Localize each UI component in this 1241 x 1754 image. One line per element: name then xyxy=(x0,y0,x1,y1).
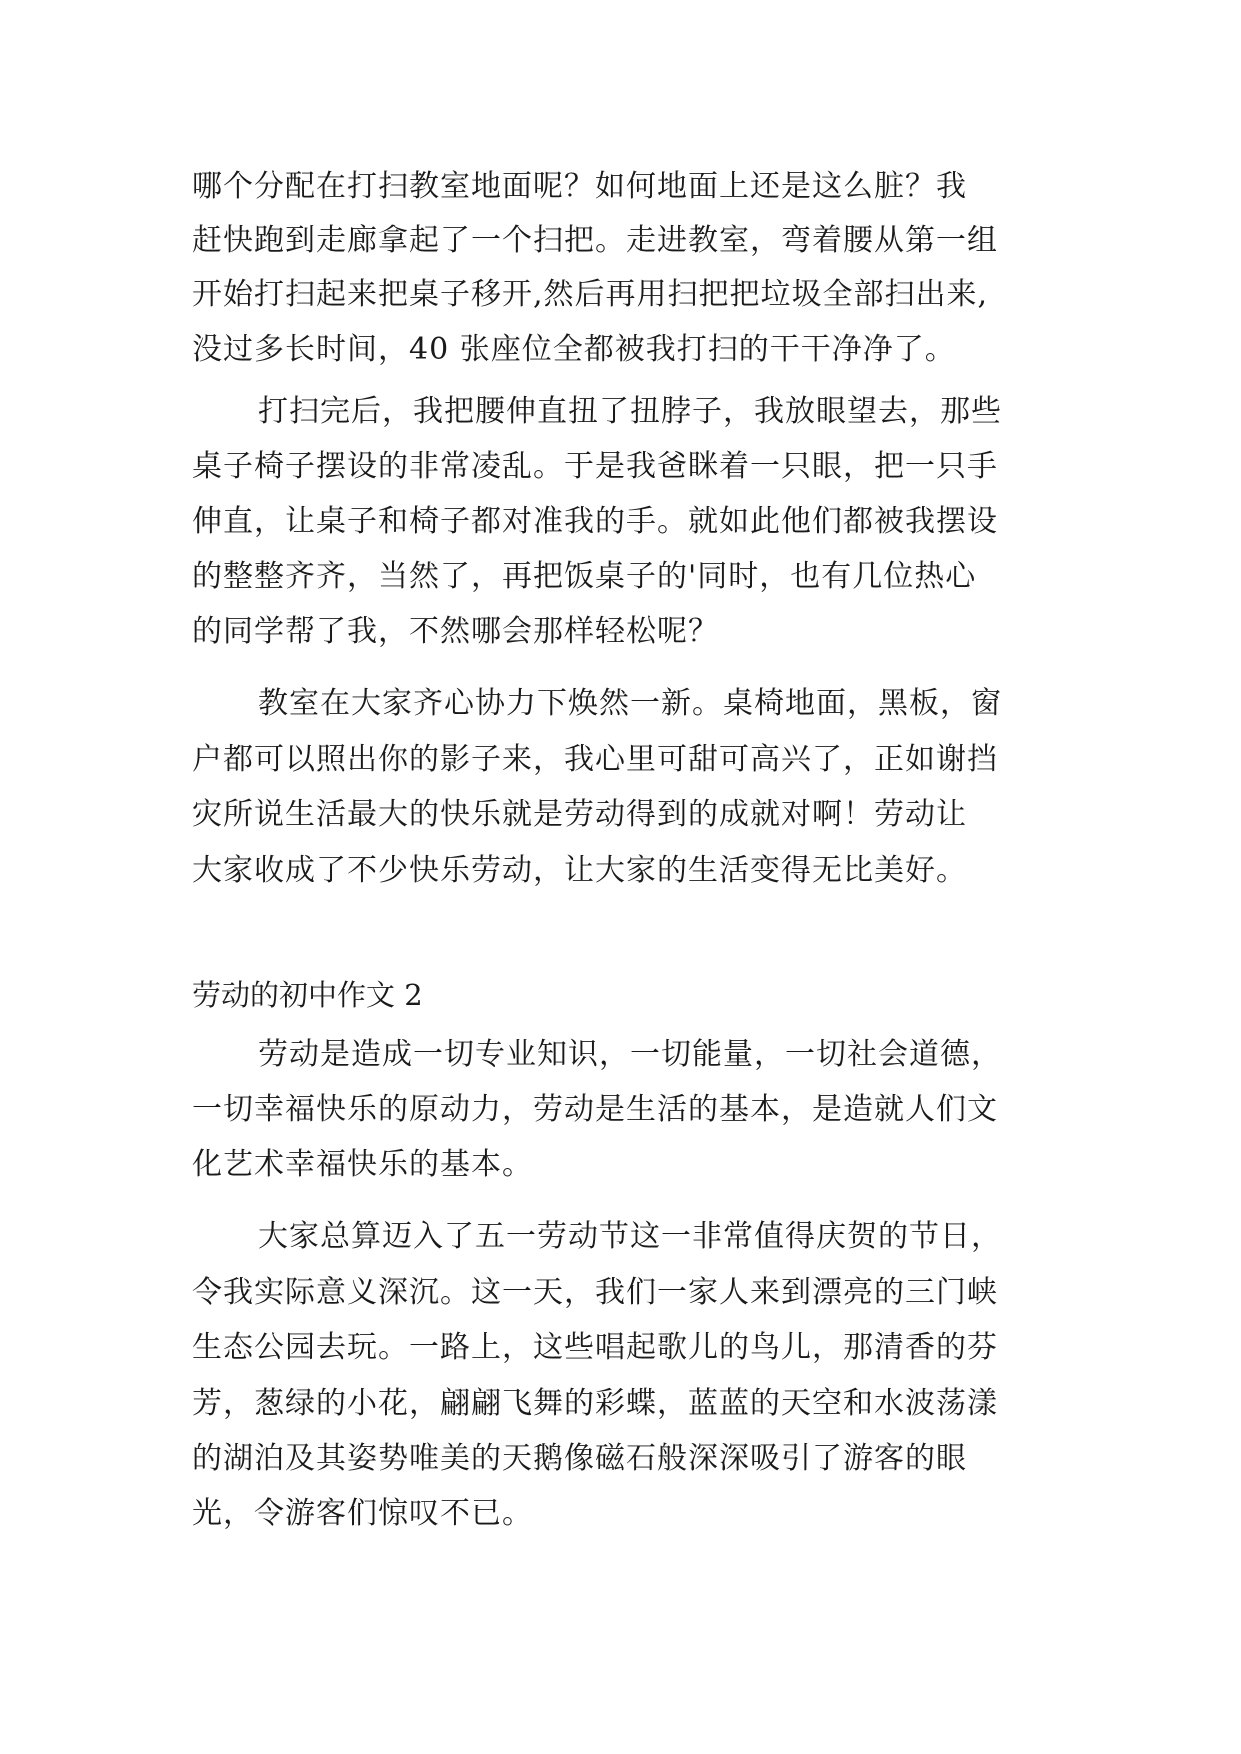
text-line: 光，令游客们惊叹不已。 xyxy=(192,1496,533,1531)
text-line: 令我实际意义深沉。这一天，我们一家人来到漂亮的三门峡 xyxy=(192,1275,998,1310)
text-line: 开始打扫起来把桌子移开,然后再用扫把把垃圾全部扫出来, xyxy=(192,277,989,312)
text-line: 劳动是造成一切专业知识，一切能量，一切社会道德， xyxy=(258,1037,1002,1072)
text-line: 的同学帮了我，不然哪会那样轻松呢？ xyxy=(192,614,719,649)
text-line: 一切幸福快乐的原动力，劳动是生活的基本，是造就人们文 xyxy=(192,1092,998,1127)
section-heading: 劳动的初中作文 2 xyxy=(192,978,423,1012)
text-line: 大家总算迈入了五一劳动节这一非常值得庆贺的节日， xyxy=(258,1219,1002,1254)
text-line: 赶快跑到走廊拿起了一个扫把。走进教室，弯着腰从第一组 xyxy=(192,223,998,258)
text-line: 桌子椅子摆设的非常凌乱。于是我爸眯着一只眼，把一只手 xyxy=(192,449,998,484)
text-line: 打扫完后，我把腰伸直扭了扭脖子，我放眼望去，那些 xyxy=(258,394,1002,429)
text-line: 教室在大家齐心协力下焕然一新。桌椅地面，黑板，窗 xyxy=(258,686,1002,721)
text-line: 的整整齐齐，当然了，再把饭桌子的'同时，也有几位热心 xyxy=(192,559,977,594)
text-line: 没过多长时间，40 张座位全都被我打扫的干干净净了。 xyxy=(192,332,956,367)
text-line: 化艺术幸福快乐的基本。 xyxy=(192,1147,533,1182)
text-line: 哪个分配在打扫教室地面呢？如何地面上还是这么脏？我 xyxy=(192,169,967,204)
text-line: 伸直，让桌子和椅子都对准我的手。就如此他们都被我摆设 xyxy=(192,504,998,539)
text-line: 芳，葱绿的小花，翩翩飞舞的彩蝶，蓝蓝的天空和水波荡漾 xyxy=(192,1386,998,1421)
text-line: 大家收成了不少快乐劳动，让大家的生活变得无比美好。 xyxy=(192,853,967,888)
text-line: 户都可以照出你的影子来，我心里可甜可高兴了，正如谢挡 xyxy=(192,742,998,777)
text-line: 灾所说生活最大的快乐就是劳动得到的成就对啊！劳动让 xyxy=(192,797,967,832)
text-line: 生态公园去玩。一路上，这些唱起歌儿的鸟儿，那清香的芬 xyxy=(192,1330,998,1365)
text-line: 的湖泊及其姿势唯美的天鹅像磁石般深深吸引了游客的眼 xyxy=(192,1441,967,1476)
